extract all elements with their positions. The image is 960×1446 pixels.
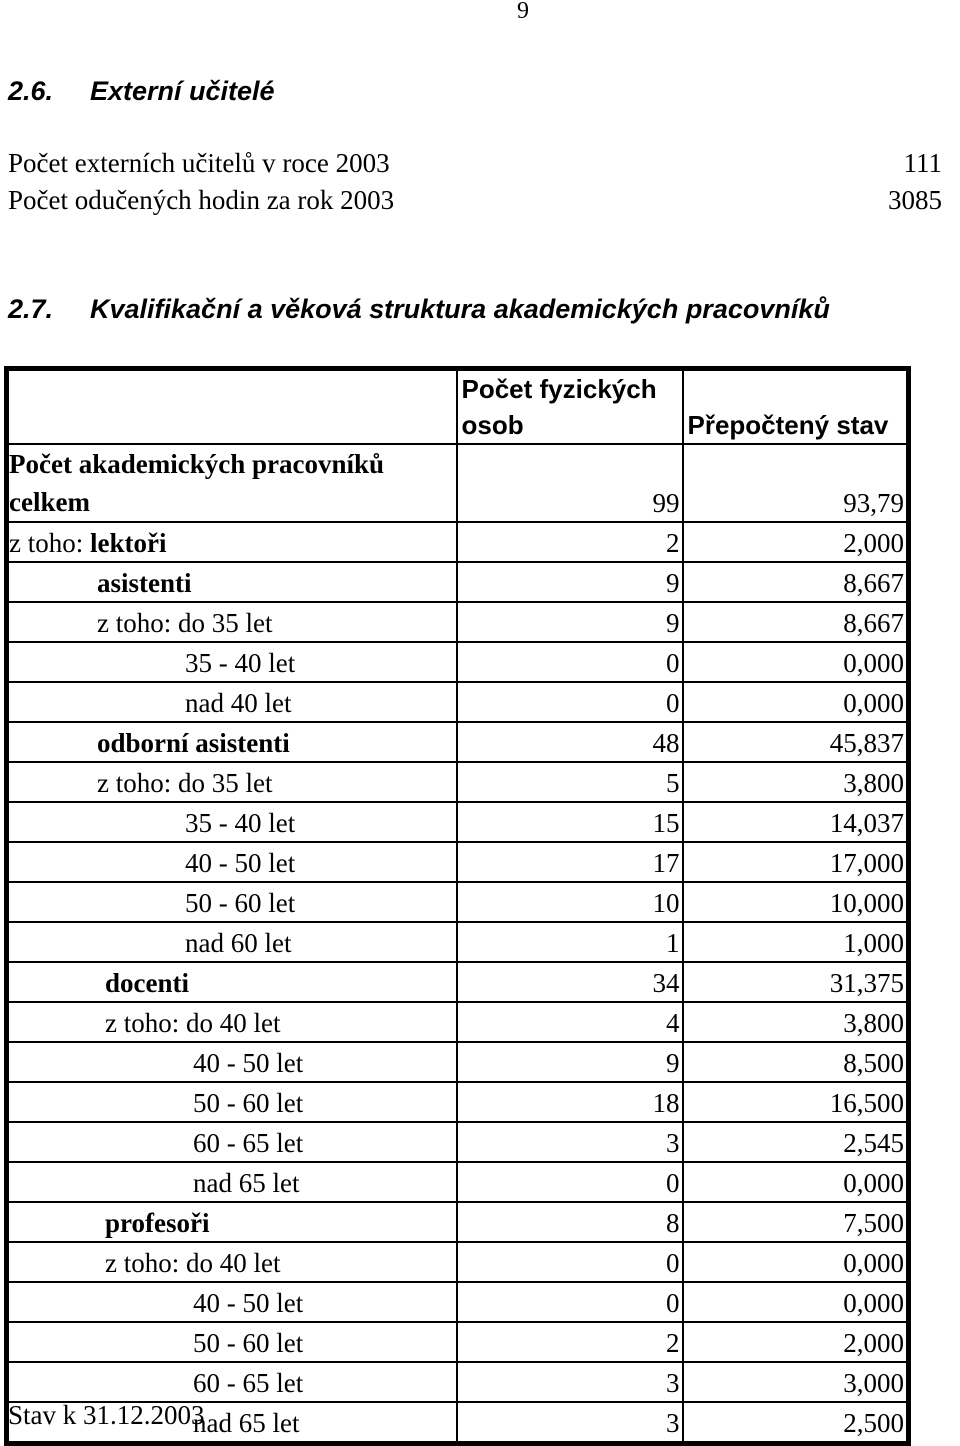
cell-fte: 0,000 <box>683 642 909 682</box>
total-label-line2: celkem <box>9 487 90 517</box>
total-label-line1: Počet akademických pracovníků <box>9 449 384 479</box>
cell-persons: 0 <box>457 642 683 682</box>
total-label <box>7 444 457 522</box>
row-label <box>7 682 457 722</box>
row-label <box>7 522 457 562</box>
cell-fte: 0,000 <box>683 1242 909 1282</box>
section-number: 2.7. <box>8 294 54 324</box>
row-label-text: 50 - 60 let <box>185 888 296 918</box>
header-empty-cell <box>7 369 457 445</box>
row-label-text: 60 - 65 let <box>193 1128 304 1158</box>
stat-row-taught-hours <box>8 185 942 216</box>
cell-persons: 9 <box>457 602 683 642</box>
cell-persons: 34 <box>457 962 683 1002</box>
header-fte: Přepočtený stav <box>683 369 909 445</box>
cell-fte: 2,545 <box>683 1122 909 1162</box>
cell-persons: 8 <box>457 1202 683 1242</box>
header-persons: Počet fyzických osob <box>457 369 683 445</box>
cell-fte: 14,037 <box>683 802 909 842</box>
stat-label: Počet externích učitelů v roce 2003 <box>8 148 390 178</box>
cell-fte: 16,500 <box>683 1082 909 1122</box>
row-label <box>7 1322 457 1362</box>
table-row <box>7 562 909 602</box>
row-label <box>7 802 457 842</box>
row-label <box>7 1282 457 1322</box>
cell-fte: 10,000 <box>683 882 909 922</box>
cell-persons: 3 <box>457 1362 683 1402</box>
cell-fte: 3,800 <box>683 762 909 802</box>
cell-fte: 2,000 <box>683 1322 909 1362</box>
qualification-age-table <box>4 366 911 1446</box>
row-label-text: z toho: do 35 let <box>97 608 273 638</box>
cell-fte: 31,375 <box>683 962 909 1002</box>
row-label <box>7 1242 457 1282</box>
cell-fte: 0,000 <box>683 682 909 722</box>
cell-fte: 7,500 <box>683 1202 909 1242</box>
row-label <box>7 962 457 1002</box>
section-number: 2.6. <box>8 76 54 106</box>
cell-persons: 10 <box>457 882 683 922</box>
row-label <box>7 1042 457 1082</box>
table-row <box>7 682 909 722</box>
row-label-text: odborní asistenti <box>97 728 290 758</box>
table-row <box>7 1322 909 1362</box>
page-number: 9 <box>517 0 529 24</box>
stat-label: Počet odučených hodin za rok 2003 <box>8 185 395 215</box>
cell-fte: 8,667 <box>683 562 909 602</box>
row-label <box>7 602 457 642</box>
table-row <box>7 1122 909 1162</box>
stat-row-external-teachers <box>8 148 942 179</box>
cell-persons: 0 <box>457 682 683 722</box>
cell-persons: 9 <box>457 562 683 602</box>
cell-persons: 5 <box>457 762 683 802</box>
cell-persons: 18 <box>457 1082 683 1122</box>
cell-fte: 3,800 <box>683 1002 909 1042</box>
row-label-text: z toho: do 35 let <box>97 768 273 798</box>
row-label-text: 35 - 40 let <box>185 808 296 838</box>
row-label-text: nad 65 let <box>193 1168 300 1198</box>
cell-persons: 15 <box>457 802 683 842</box>
row-label-text: profesoři <box>105 1208 210 1238</box>
table-row <box>7 522 909 562</box>
cell-persons: 9 <box>457 1042 683 1082</box>
stat-value: 3085 <box>888 185 942 215</box>
row-label <box>7 762 457 802</box>
table-row <box>7 802 909 842</box>
table-row <box>7 642 909 682</box>
stat-value: 111 <box>903 148 942 178</box>
row-label-text: lektoři <box>90 528 167 558</box>
cell-persons: 2 <box>457 522 683 562</box>
cell-persons: 0 <box>457 1282 683 1322</box>
cell-persons: 2 <box>457 1322 683 1362</box>
cell-fte: 3,000 <box>683 1362 909 1402</box>
table-row <box>7 1082 909 1122</box>
table-row <box>7 1002 909 1042</box>
section-title: Kvalifikační a věková struktura akademických pracovníků <box>90 294 830 324</box>
row-label-text: 60 - 65 let <box>193 1368 304 1398</box>
cell-persons: 99 <box>457 444 683 522</box>
table-row <box>7 842 909 882</box>
cell-fte: 2,000 <box>683 522 909 562</box>
row-label <box>7 642 457 682</box>
cell-fte: 93,79 <box>683 444 909 522</box>
row-label-text: 40 - 50 let <box>185 848 296 878</box>
cell-persons: 3 <box>457 1402 683 1444</box>
row-label-text: nad 60 let <box>185 928 292 958</box>
row-label <box>7 722 457 762</box>
table-row <box>7 602 909 642</box>
table-row <box>7 1362 909 1402</box>
row-label <box>7 842 457 882</box>
row-label-text: 50 - 60 let <box>193 1088 304 1118</box>
table-row <box>7 1042 909 1082</box>
row-label-text: 35 - 40 let <box>185 648 296 678</box>
table-row <box>7 1162 909 1202</box>
row-label <box>7 562 457 602</box>
row-label <box>7 1202 457 1242</box>
row-label-text: 50 - 60 let <box>193 1328 304 1358</box>
table-row <box>7 1202 909 1242</box>
row-label <box>7 1122 457 1162</box>
table-row <box>7 882 909 922</box>
table-header-row <box>7 369 909 445</box>
row-label-text: z toho: do 40 let <box>105 1248 281 1278</box>
row-label-text: docenti <box>105 968 189 998</box>
section-heading-externi-ucitele <box>8 76 275 107</box>
footer-status-date: Stav k 31.12.2003 <box>8 1400 205 1430</box>
row-label-text: nad 40 let <box>185 688 292 718</box>
row-label <box>7 1082 457 1122</box>
row-label-text: 40 - 50 let <box>193 1048 304 1078</box>
row-label <box>7 1162 457 1202</box>
section-title: Externí učitelé <box>90 76 275 106</box>
cell-fte: 8,500 <box>683 1042 909 1082</box>
row-label <box>7 922 457 962</box>
table-row-total <box>7 444 909 522</box>
cell-fte: 8,667 <box>683 602 909 642</box>
row-label <box>7 882 457 922</box>
row-label-prefix: z toho: <box>9 528 90 558</box>
row-label-text: asistenti <box>97 568 192 598</box>
cell-fte: 0,000 <box>683 1282 909 1322</box>
table-row <box>7 722 909 762</box>
section-heading-kvalifikacni-struktura <box>8 294 830 325</box>
cell-persons: 1 <box>457 922 683 962</box>
table-row <box>7 762 909 802</box>
cell-fte: 17,000 <box>683 842 909 882</box>
cell-persons: 48 <box>457 722 683 762</box>
row-label-text: z toho: do 40 let <box>105 1008 281 1038</box>
cell-fte: 0,000 <box>683 1162 909 1202</box>
row-label-text: 40 - 50 let <box>193 1288 304 1318</box>
row-label-text: nad 65 let <box>193 1408 300 1438</box>
row-label <box>7 1362 457 1402</box>
cell-persons: 3 <box>457 1122 683 1162</box>
cell-fte: 2,500 <box>683 1402 909 1444</box>
cell-fte: 45,837 <box>683 722 909 762</box>
table-row <box>7 1282 909 1322</box>
table-row <box>7 962 909 1002</box>
cell-persons: 4 <box>457 1002 683 1042</box>
table-row <box>7 922 909 962</box>
cell-persons: 0 <box>457 1162 683 1202</box>
row-label <box>7 1002 457 1042</box>
cell-persons: 0 <box>457 1242 683 1282</box>
cell-fte: 1,000 <box>683 922 909 962</box>
table-row <box>7 1242 909 1282</box>
cell-persons: 17 <box>457 842 683 882</box>
